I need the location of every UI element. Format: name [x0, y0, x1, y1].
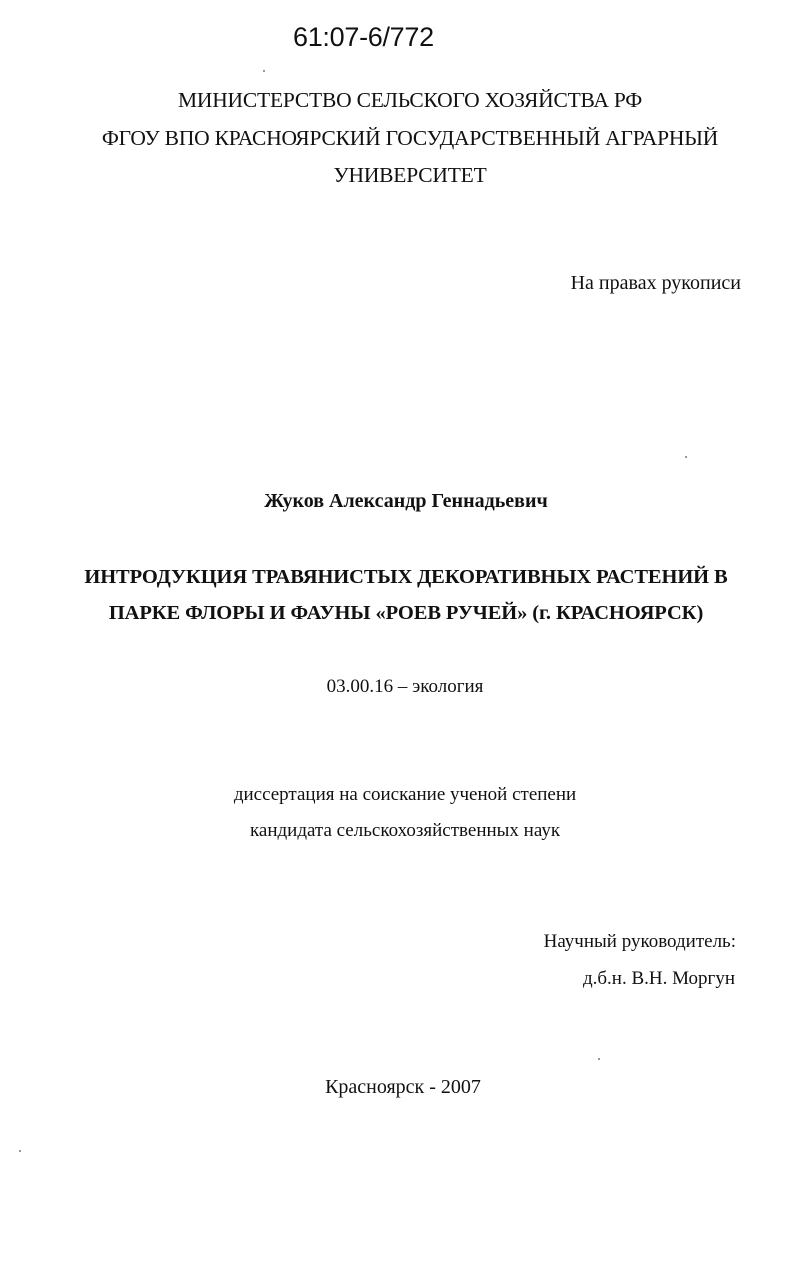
degree-statement-line-1: диссертация на соискание ученой степени — [233, 784, 577, 805]
manuscript-rights: На правах рукописи — [570, 272, 741, 294]
scan-speck — [263, 70, 265, 72]
scan-speck — [19, 1150, 21, 1152]
institution-university-cont: УНИВЕРСИТЕТ — [333, 163, 487, 187]
supervisor-name: д.б.н. В.Н. Моргун — [582, 968, 735, 989]
degree-statement-line-2: кандидата сельскохозяйственных наук — [249, 820, 561, 841]
author-name: Жуков Александр Геннадьевич — [264, 490, 548, 512]
institution-university: ФГОУ ВПО КРАСНОЯРСКИЙ ГОСУДАРСТВЕННЫЙ АГРАРНЫЙ — [101, 126, 719, 150]
scan-speck — [685, 456, 687, 458]
scan-speck — [598, 1058, 600, 1060]
city-year: Красноярск - 2007 — [325, 1076, 481, 1098]
institution-ministry: МИНИСТЕРСТВО СЕЛЬСКОГО ХОЗЯЙСТВА РФ — [177, 88, 642, 112]
thesis-title-line-2: ПАРКЕ ФЛОРЫ И ФАУНЫ «РОЕВ РУЧЕЙ» (г. КРАСНОЯРСК) — [108, 602, 704, 624]
specialty-code: 03.00.16 – экология — [326, 676, 484, 697]
archive-stamp: 61:07-6/772 — [293, 22, 434, 52]
supervisor-label: Научный руководитель: — [543, 931, 736, 952]
thesis-title-line-1: ИНТРОДУКЦИЯ ТРАВЯНИСТЫХ ДЕКОРАТИВНЫХ РАСТЕНИЙ В — [84, 566, 728, 588]
